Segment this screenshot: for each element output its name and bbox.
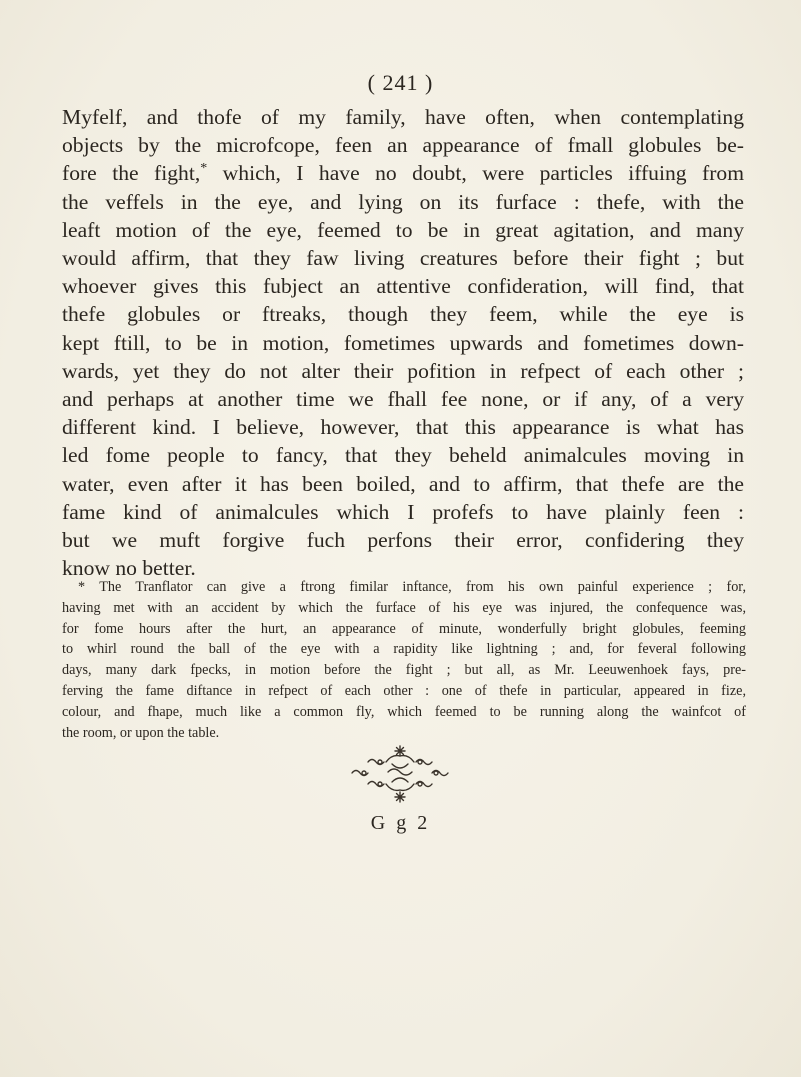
footnote-line: * The Tranflator can give a ftrong fimilar inftance, from his own painful experience ; for, xyxy=(78,579,746,595)
text-line: whoever gives this fubject an attentive confideration, will find, that xyxy=(62,274,744,299)
printers-ornament-icon xyxy=(330,740,470,812)
footnote-line: to whirl round the ball of the eye with a rapidity like lightning ; and, for feveral following xyxy=(62,641,746,658)
text-line: fame kind of animalcules which I profefs to have plainly feen : xyxy=(62,499,744,524)
text-fragment: which, I have no doubt, were particles iffuing from xyxy=(222,161,744,186)
text-line xyxy=(62,159,744,187)
text-line: led fome people to fancy, that they beheld animalcules moving in xyxy=(62,443,744,468)
text-line: but we muft forgive fuch perfons their error, confidering they xyxy=(62,528,744,553)
footnote-line: having met with an accident by which the furface of his eye was injured, the confequence was, xyxy=(62,599,746,616)
text-line: thefe globules or ftreaks, though they feem, while the eye is xyxy=(62,302,744,327)
footnote xyxy=(62,577,746,743)
footnote-marker: * xyxy=(200,161,208,177)
signature-mark: G g 2 xyxy=(370,812,431,834)
text-line: water, even after it has been boiled, and to affirm, that thefe are the xyxy=(62,471,744,496)
page-number: ( 241 ) xyxy=(367,70,434,95)
footnote-line: for fome hours after the hurt, an appearance of minute, wonderfully bright globules, feeming xyxy=(62,620,746,637)
footnote-line: the room, or upon the table. xyxy=(62,724,220,741)
text-line: kept ftill, to be in motion, fometimes upwards and fometimes down- xyxy=(62,330,744,355)
text-line: and perhaps at another time we fhall fee none, or if any, of a very xyxy=(62,387,744,412)
text-line: know no better. xyxy=(62,556,196,581)
text-line: Myfelf, and thofe of my family, have often, when contemplating xyxy=(62,105,744,129)
text-line: leaft motion of the eye, feemed to be in great agitation, and many xyxy=(62,217,744,242)
footnote-line: colour, and fhape, much like a common fly, which feemed to be running along the wainfcot of xyxy=(62,703,746,720)
text-fragment: fore the fight, xyxy=(62,161,201,186)
text-line: objects by the microfcope, feen an appearance of fmall globules be- xyxy=(62,133,744,158)
footnote-line: days, many dark fpecks, in motion before the fight ; but all, as Mr. Leeuwenhoek fays, pre- xyxy=(62,662,746,679)
text-line: the veffels in the eye, and lying on its furface : thefe, with the xyxy=(62,189,744,214)
text-line: would affirm, that they faw living creatures before their fight ; but xyxy=(62,246,744,271)
footnote-line: ferving the fame diftance in refpect of each other : one of thefe in particular, appeared in fize, xyxy=(62,682,746,699)
text-line: different kind. I believe, however, that this appearance is what has xyxy=(62,415,744,440)
main-paragraph xyxy=(62,103,744,582)
text-line: wards, yet they do not alter their pofition in refpect of each other ; xyxy=(62,358,744,383)
